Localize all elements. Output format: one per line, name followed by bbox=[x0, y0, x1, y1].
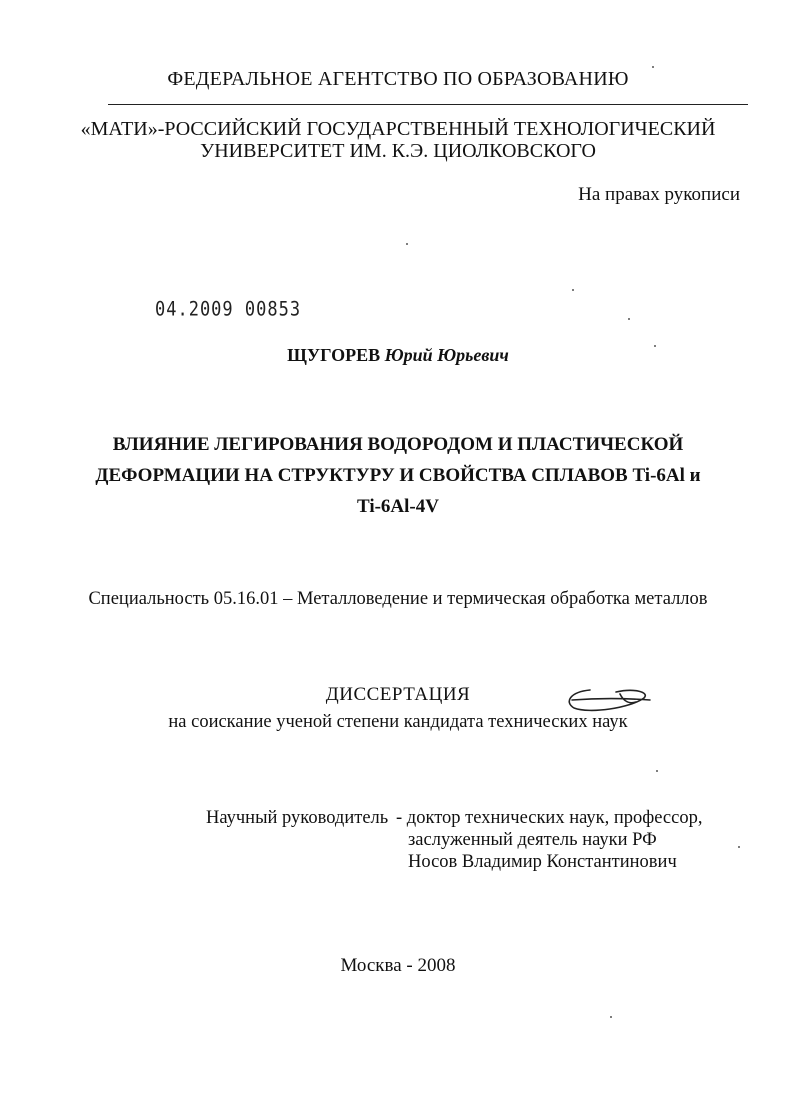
scan-speck bbox=[656, 770, 658, 772]
thesis-title-line3: Ti-6Al-4V bbox=[357, 496, 439, 517]
scan-speck bbox=[628, 318, 630, 320]
ministry-header: ФЕДЕРАЛЬНОЕ АГЕНТСТВО ПО ОБРАЗОВАНИЮ bbox=[167, 68, 629, 90]
supervisor-title: - доктор технических наук, профессор, bbox=[396, 808, 703, 828]
scan-speck bbox=[406, 243, 408, 245]
author-given-names: Юрий Юрьевич bbox=[384, 345, 509, 365]
handwritten-signature bbox=[560, 682, 652, 714]
scan-speck bbox=[738, 846, 740, 848]
dissertation-heading: ДИССЕРТАЦИЯ bbox=[325, 684, 471, 705]
degree-line: на соискание ученой степени кандидата технических наук bbox=[168, 712, 628, 732]
thesis-title-line1: ВЛИЯНИЕ ЛЕГИРОВАНИЯ ВОДОРОДОМ И ПЛАСТИЧЕСКОЙ bbox=[112, 434, 684, 455]
scan-speck bbox=[652, 66, 654, 68]
supervisor-label: Научный руководитель bbox=[206, 808, 389, 828]
author-name bbox=[0, 345, 796, 366]
supervisor-name: Носов Владимир Константинович bbox=[408, 852, 677, 872]
university-name-line1: «МАТИ»-РОССИЙСКИЙ ГОСУДАРСТВЕННЫЙ ТЕХНОЛОГИЧЕСКИЙ bbox=[80, 118, 716, 140]
city-year: Москва - 2008 bbox=[340, 955, 456, 976]
specialty-line: Специальность 05.16.01 – Металловедение и термическая обработка металлов bbox=[88, 589, 708, 609]
scan-speck bbox=[654, 345, 656, 347]
supervisor-honor: заслуженный деятель науки РФ bbox=[408, 830, 657, 850]
manuscript-rights-note: На правах рукописи bbox=[578, 184, 740, 205]
thesis-title-line2: ДЕФОРМАЦИИ НА СТРУКТУРУ И СВОЙСТВА СПЛАВОВ Ti-6Al и bbox=[95, 465, 701, 486]
university-name-line2: УНИВЕРСИТЕТ ИМ. К.Э. ЦИОЛКОВСКОГО bbox=[200, 140, 596, 162]
author-surname: ЩУГОРЕВ bbox=[287, 345, 381, 365]
scan-speck bbox=[572, 289, 574, 291]
header-divider bbox=[108, 104, 748, 105]
scan-speck bbox=[610, 1016, 612, 1018]
registration-stamp: 04.2009 00853 bbox=[155, 298, 302, 321]
